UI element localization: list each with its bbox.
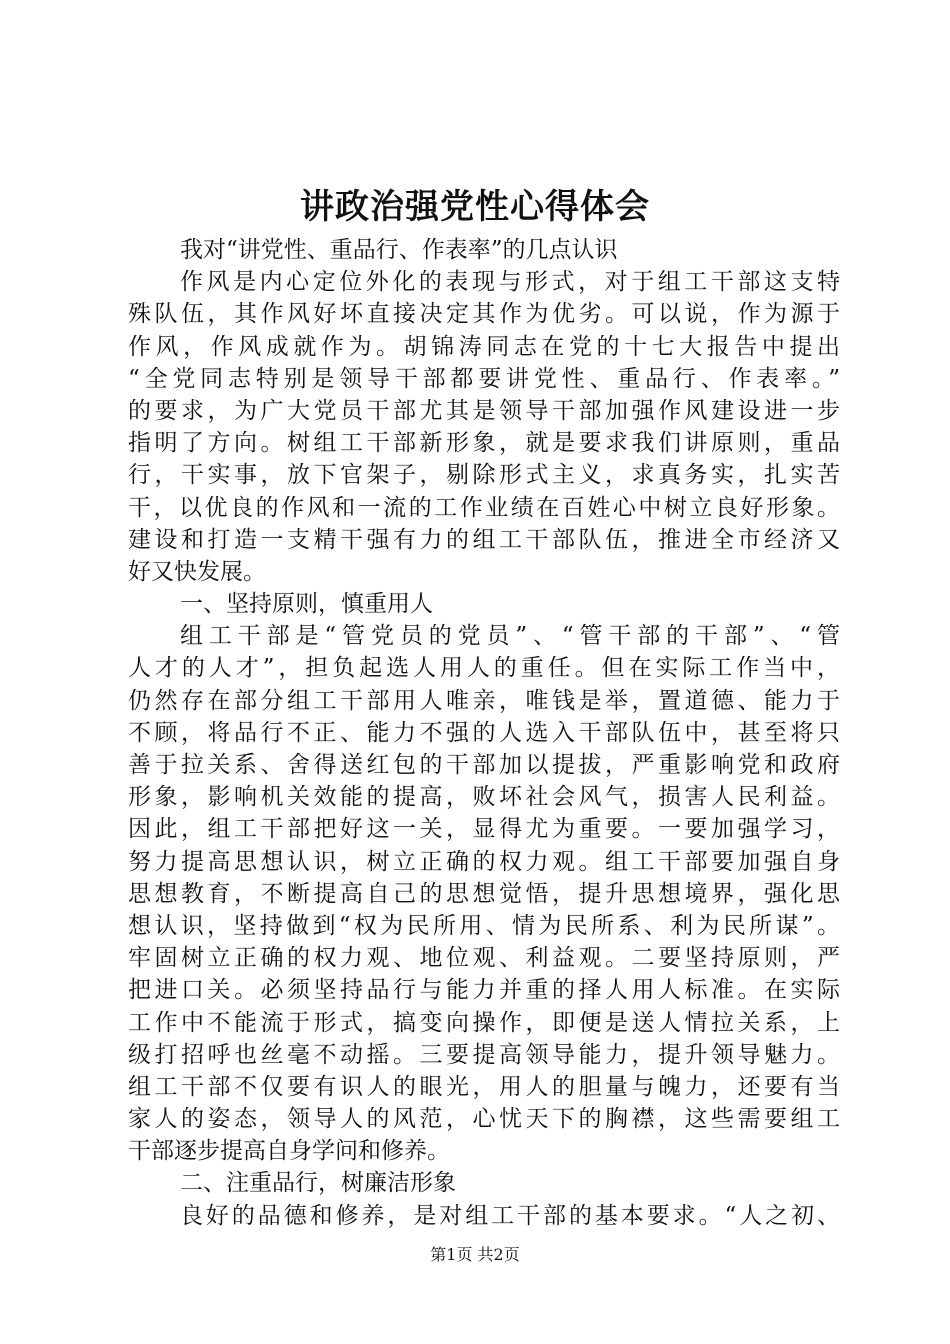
text-line: 组工干部是“管党员的党员”、“管干部的干部”、“管 [180, 623, 840, 650]
text-line: 不顾，将品行不正、能力不强的人选入干部队伍中，甚至将只 [128, 719, 840, 746]
text-line: 殊队伍，其作风好坏直接决定其作为优劣。可以说，作为源于 [128, 301, 840, 328]
text-line: 牢固树立正确的权力观、地位观、利益观。二要坚持原则，严 [128, 945, 840, 972]
section-heading: 一、坚持原则，慎重用人 [180, 591, 433, 618]
text-line: 指明了方向。树组工干部新形象，就是要求我们讲原则，重品 [128, 430, 840, 457]
text-line: 作风，作风成就作为。胡锦涛同志在党的十七大报告中提出 [128, 333, 840, 360]
text-line: 因此，组工干部把好这一关，显得尤为重要。一要加强学习， [128, 816, 840, 843]
text-line: 好又快发展。 [128, 558, 266, 585]
text-line: 仍然存在部分组工干部用人唯亲，唯钱是举，置道德、能力于 [128, 687, 840, 714]
text-line: 工作中不能流于形式，搞变向操作，即便是送人情拉关系，上 [128, 1009, 840, 1036]
text-line: 家人的姿态，领导人的风范，心忧天下的胸襟，这些需要组工 [128, 1106, 840, 1133]
text-line: 善于拉关系、舍得送红包的干部加以提拔，严重影响党和政府 [128, 752, 840, 778]
text-line: 组工干部不仅要有识人的眼光，用人的胆量与魄力，还要有当 [128, 1073, 840, 1100]
text-line: 干，以优良的作风和一流的工作业绩在百姓心中树立良好形象。 [128, 494, 840, 521]
page-footer: 第1页 共2页 [430, 1245, 520, 1264]
text-line: 干部逐步提高自身学问和修养。 [128, 1138, 450, 1165]
text-line: 我对“讲党性、重品行、作表率”的几点认识 [180, 237, 618, 263]
section-heading: 二、注重品行，树廉洁形象 [180, 1170, 456, 1197]
text-line: 形象，影响机关效能的提高，败坏社会风气，损害人民利益。 [128, 784, 840, 811]
text-line: 作风是内心定位外化的表现与形式，对于组工干部这支特 [180, 269, 840, 296]
text-line: 行，干实事，放下官架子，剔除形式主义，求真务实，扎实苦 [128, 462, 840, 489]
text-line: 把进口关。必须坚持品行与能力并重的择人用人标准。在实际 [128, 977, 840, 1004]
text-line: 努力提高思想认识，树立正确的权力观。组工干部要加强自身 [128, 848, 840, 875]
document-body [128, 234, 840, 1232]
text-line: “全党同志特别是领导干部都要讲党性、重品行、作表率。” [128, 365, 840, 392]
text-line: 建设和打造一支精干强有力的组工干部队伍，推进全市经济又 [128, 526, 840, 553]
text-line: 想认识，坚持做到“权为民所用、情为民所系、利为民所谋”。 [128, 912, 840, 939]
text-line: 的要求，为广大党员干部尤其是领导干部加强作风建设进一步 [128, 397, 840, 424]
text-line: 级打招呼也丝毫不动摇。三要提高领导能力，提升领导魅力。 [128, 1041, 840, 1068]
text-line: 思想教育，不断提高自己的思想觉悟，提升思想境界，强化思 [128, 880, 840, 907]
document-title: 讲政治强党性心得体会 [300, 187, 650, 227]
text-line: 人才的人才”，担负起选人用人的重任。但在实际工作当中， [128, 655, 840, 682]
text-line: 良好的品德和修养，是对组工干部的基本要求。“人之初、 [180, 1202, 840, 1229]
